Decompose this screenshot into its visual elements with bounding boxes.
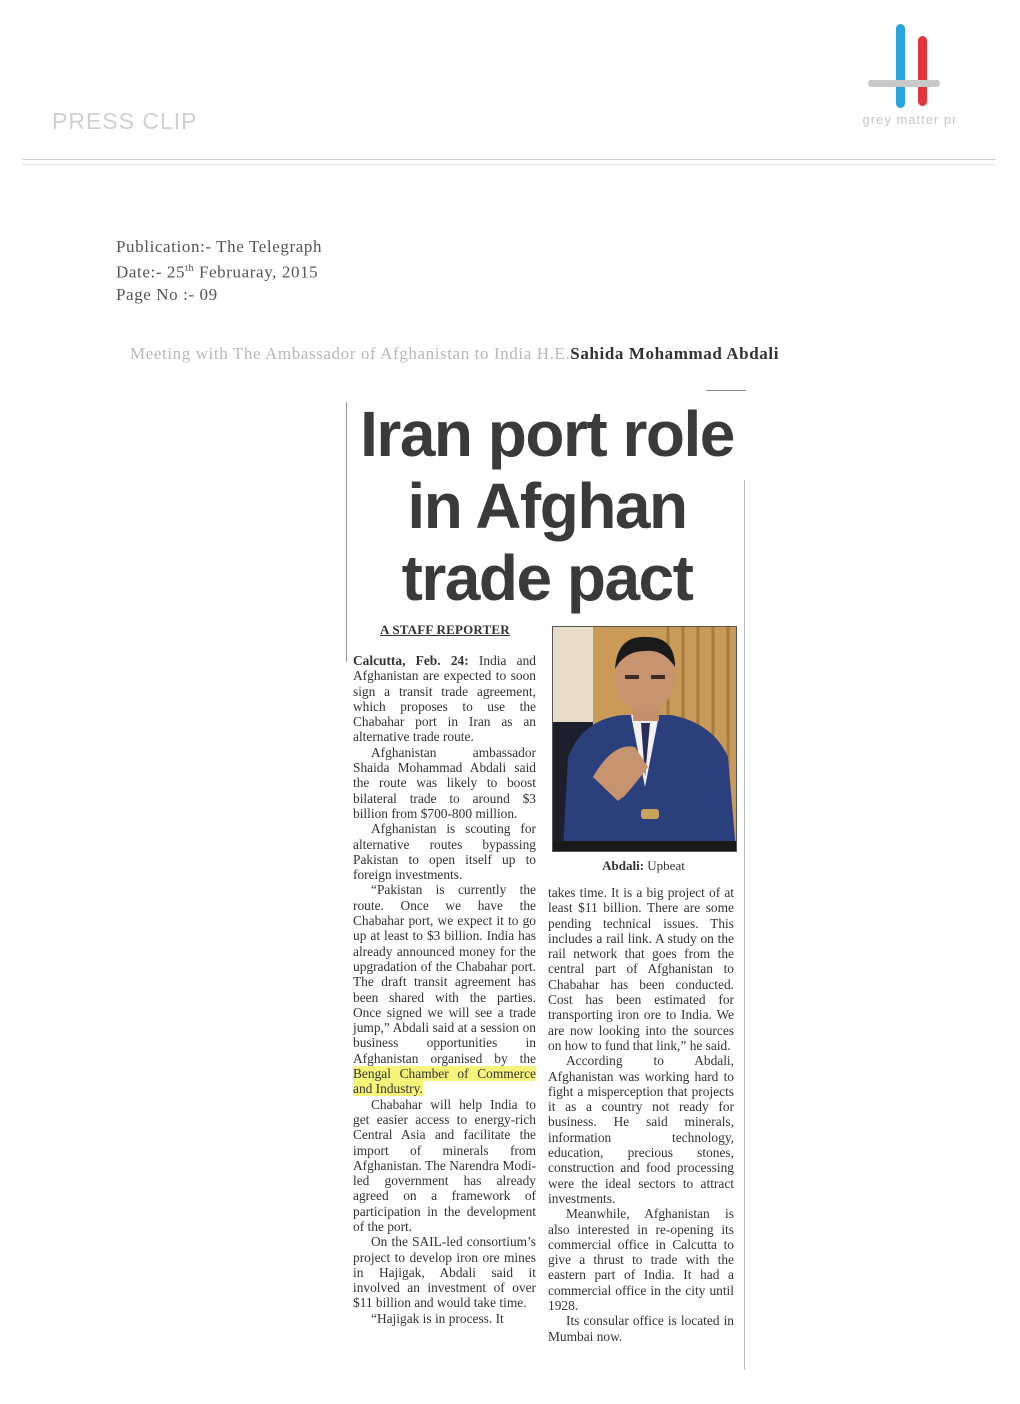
publication-info bbox=[116, 236, 322, 306]
logo-text: grey matter pr bbox=[862, 112, 958, 127]
meeting-title-light: Meeting with The Ambassador of Afghanistan to India H.E. bbox=[130, 344, 571, 363]
ambassador-photo-illustration bbox=[553, 627, 736, 851]
article-column-1 bbox=[353, 653, 536, 1326]
article-paragraph: “Hajigak is in process. It bbox=[371, 1310, 504, 1326]
article-paragraph: Meanwhile, Afghanistan is also interested in re-opening its commercial office in Calcutta to give a thrust to trade with the eastern part of India. It had a commercial office in the city until 1928. bbox=[548, 1206, 734, 1314]
paragraph-text: India and Afghanistan are expected to soon sign a transit trade agreement, which proposes to use the Chabahar port in Iran as an alternative trade route. bbox=[353, 653, 537, 745]
article-paragraph: According to Abdali, Afghanistan was working hard to fight a misperception that projects it as a country not ready for business. He said minerals, information technology, education, precious stones, construction and food processing were the ideal sectors to attract investments. bbox=[548, 1053, 734, 1206]
highlighted-text: Bengal Chamber of Commerce and Industry. bbox=[353, 1066, 536, 1097]
article-paragraph: On the SAIL-led consortium’s project to develop iron ore mines in Hajigak, Abdali said it involved an investment of over $11 billion and would take time. bbox=[353, 1234, 536, 1311]
dateline: Calcutta, Feb. 24: bbox=[353, 653, 469, 668]
article-paragraph: Afghanistan ambassador Shaida Mohammad Abdali said the route was likely to boost bilateral trade to around $3 billion from $700-800 million. bbox=[353, 744, 536, 821]
logo-blue-bar bbox=[896, 24, 905, 108]
meeting-title-name: Sahida Mohammad Abdali bbox=[570, 344, 780, 363]
headline-line-2: in Afghan bbox=[407, 470, 687, 542]
article-paragraph: Afghanistan is scouting for alternative routes bypassing Pakistan to open itself up to foreign investments. bbox=[353, 821, 536, 883]
date-line bbox=[116, 258, 322, 284]
date-suffix: Februaray, 2015 bbox=[194, 262, 319, 282]
header-divider bbox=[22, 159, 996, 160]
article-paragraph: Its consular office is located in Mumbai now. bbox=[548, 1313, 734, 1344]
article-column-2 bbox=[548, 885, 734, 1344]
article-paragraph: Chabahar will help India to get easier access to energy-rich Central Asia and facilitate the import of minerals from Afghanistan. The Narendra Modi-led government has already agreed on a framework of participation in the development of the port. bbox=[353, 1096, 536, 1234]
headline-line-1: Iran port role bbox=[360, 398, 734, 470]
logo-red-bar bbox=[918, 36, 927, 106]
caption-text: Upbeat bbox=[644, 858, 685, 873]
date-prefix: Date:- 25 bbox=[116, 262, 186, 282]
page-number-line: Page No :- 09 bbox=[116, 284, 218, 304]
clip-edge-top bbox=[706, 390, 746, 391]
article-headline bbox=[352, 398, 742, 614]
article-paragraph bbox=[353, 653, 536, 745]
paragraph-text: “Pakistan is currently the route. Once we have the Chabahar port, we expect it to go up at least to $3 billion. India has already announced money for the upgradation of the Chabahar port. The draft transit agreement has been shared with the parties. Once signed we will see a trade jump,” Abdali said at a session on business opportunities in Afghanistan organised by the bbox=[353, 882, 536, 1066]
ambassador-photo bbox=[552, 626, 737, 852]
logo-crossbar bbox=[868, 80, 940, 87]
article-paragraph bbox=[353, 882, 536, 1096]
byline: A STAFF REPORTER bbox=[380, 622, 510, 637]
headline-line-3: trade pact bbox=[401, 542, 693, 614]
grey-matter-logo bbox=[862, 20, 972, 135]
clip-edge-left bbox=[346, 402, 347, 662]
header-divider-secondary bbox=[22, 164, 996, 165]
date-sup: th bbox=[185, 263, 195, 274]
photo-caption bbox=[552, 858, 735, 874]
clip-edge-right bbox=[744, 480, 745, 1370]
caption-name: Abdali: bbox=[602, 858, 645, 873]
publication-line: Publication:- The Telegraph bbox=[116, 237, 323, 256]
article-paragraph: takes time. It is a big project of at least $11 billion. There are some pending technical issues. This includes a rail link. A study on the rail network that goes from the central part of Afghanistan to Chabahar has been conducted. Cost has been estimated for transporting iron ore to India. We are now looking into the sources on how to fund that link,” he said. bbox=[548, 885, 734, 1053]
meeting-title bbox=[130, 344, 779, 364]
press-clip-label: PRESS CLIP bbox=[52, 108, 198, 134]
